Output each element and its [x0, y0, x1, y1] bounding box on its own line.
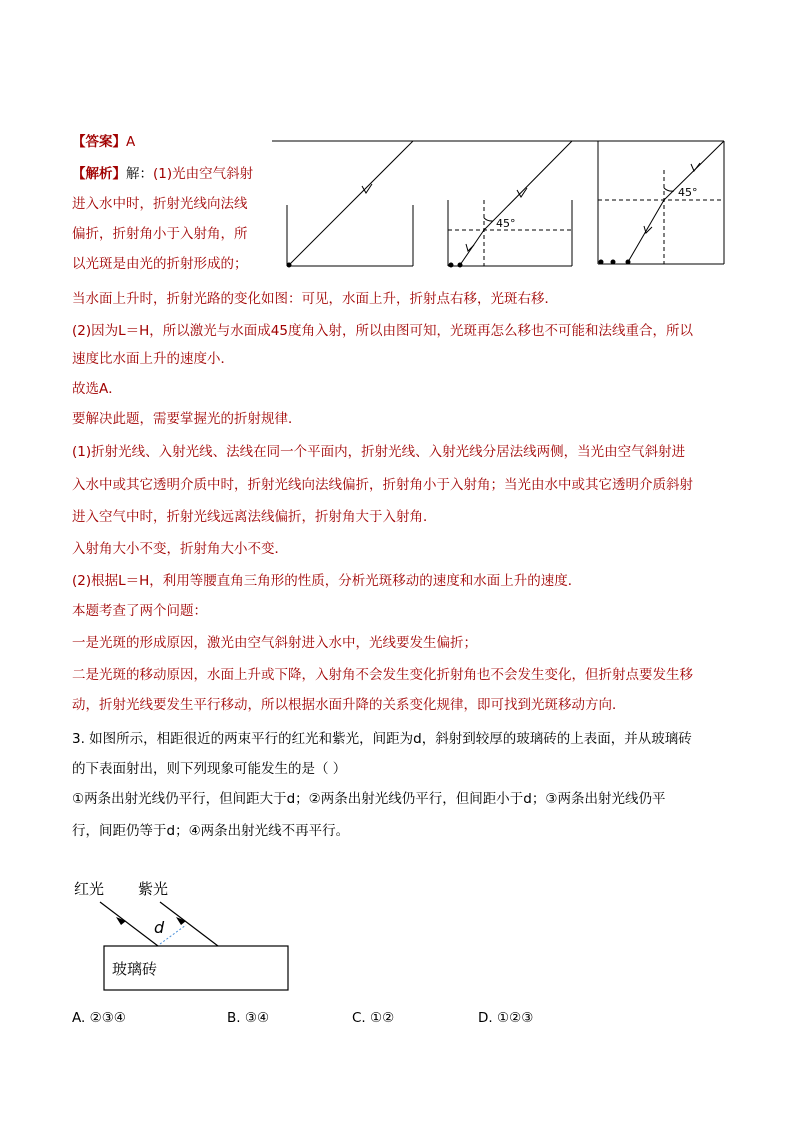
analysis-line: 动，折射光线要发生平行移动，所以根据水面升降的关系变化规律，即可找到光斑移动方向． — [72, 697, 626, 713]
purple-light-label: 紫光 — [138, 880, 169, 898]
analysis-line: 一是光斑的形成原因，激光由空气斜射进入水中，光线要发生偏折； — [72, 635, 477, 651]
question-line: 的下表面射出，则下列现象可能发生的是（ ） — [72, 761, 347, 777]
option-text: ①② — [370, 1010, 395, 1026]
purple-ray — [160, 902, 218, 946]
analysis-line: 进入空气中时，折射光线远离法线偏折，折射角大于入射角． — [72, 509, 437, 525]
answer-value: A — [126, 134, 136, 150]
option-d[interactable] — [478, 1009, 533, 1027]
option-key: A. — [72, 1010, 86, 1026]
angle-label-2: 45° — [496, 217, 516, 230]
analysis-line: 入水中或其它透明介质中时，折射光线向法线偏折，折射角小于入射角；当光由水中或其它透明介质斜射 — [72, 477, 693, 493]
option-key: D. — [478, 1010, 493, 1026]
analysis-line: 故选A． — [72, 381, 122, 397]
analysis-line: (1)折射光线、入射光线、法线在同一个平面内，折射光线、入射光线分居法线两侧，当光由空气斜射进 — [72, 444, 686, 460]
analysis-line: 入射角大小不变，折射角大小不变． — [72, 541, 288, 557]
question-line: 3. 如图所示，相距很近的两束平行的红光和紫光，间距为d，斜射到较厚的玻璃砖的上表面，并从玻璃砖 — [72, 731, 692, 747]
analysis-intro-text: (1)光由空气斜射 — [153, 166, 254, 182]
analysis-line: 要解决此题，需要掌握光的折射规律． — [72, 411, 302, 427]
option-key: B. — [227, 1010, 241, 1026]
angle-label-3: 45° — [678, 186, 698, 199]
option-c[interactable] — [352, 1009, 394, 1027]
analysis-wrap-line: 以光斑是由光的折射形成的； — [72, 256, 248, 272]
analysis-wrap-line: 偏折，折射角小于入射角，所 — [72, 226, 248, 242]
analysis-line: 二是光斑的移动原因，水面上升或下降，入射角不会发生变化折射角也不会发生变化，但折射点要发生移 — [72, 667, 693, 683]
analysis-tag: 【解析】 — [72, 166, 126, 182]
option-text: ③④ — [244, 1010, 270, 1026]
question-line: 行，间距仍等于d；④两条出射光线不再平行。 — [72, 823, 350, 839]
analysis-line: (2)因为L＝H，所以激光与水面成45度角入射，所以由图可知，光斑再怎么移也不可能和法线重合，所以 — [72, 323, 693, 339]
analysis-wrap-line: 进入水中时，折射光线向法线 — [72, 196, 248, 212]
option-b[interactable] — [227, 1009, 269, 1027]
red-ray — [100, 902, 158, 946]
answer-tag: 【答案】 — [72, 134, 126, 150]
question-line: ①两条出射光线仍平行，但间距大于d；②两条出射光线仍平行，但间距小于d；③两条出射光线仍平 — [72, 791, 666, 807]
option-a[interactable] — [72, 1009, 126, 1027]
analysis-line: (2)根据L＝H，利用等腰直角三角形的性质，分析光斑移动的速度和水面上升的速度． — [72, 573, 582, 589]
analysis-line: 本题考查了两个问题： — [72, 603, 207, 619]
analysis-intro-label: 解： — [126, 166, 153, 182]
glass-brick-label: 玻璃砖 — [112, 960, 158, 978]
distance-label: d — [154, 918, 165, 937]
analysis-line: 速度比水面上升的速度小． — [72, 351, 234, 367]
option-text: ①②③ — [496, 1010, 534, 1026]
option-key: C. — [352, 1010, 366, 1026]
red-light-label: 红光 — [74, 880, 105, 898]
option-text: ②③④ — [89, 1010, 126, 1026]
analysis-line: 当水面上升时，折射光路的变化如图：可见，水面上升，折射点右移，光斑右移． — [72, 291, 558, 307]
